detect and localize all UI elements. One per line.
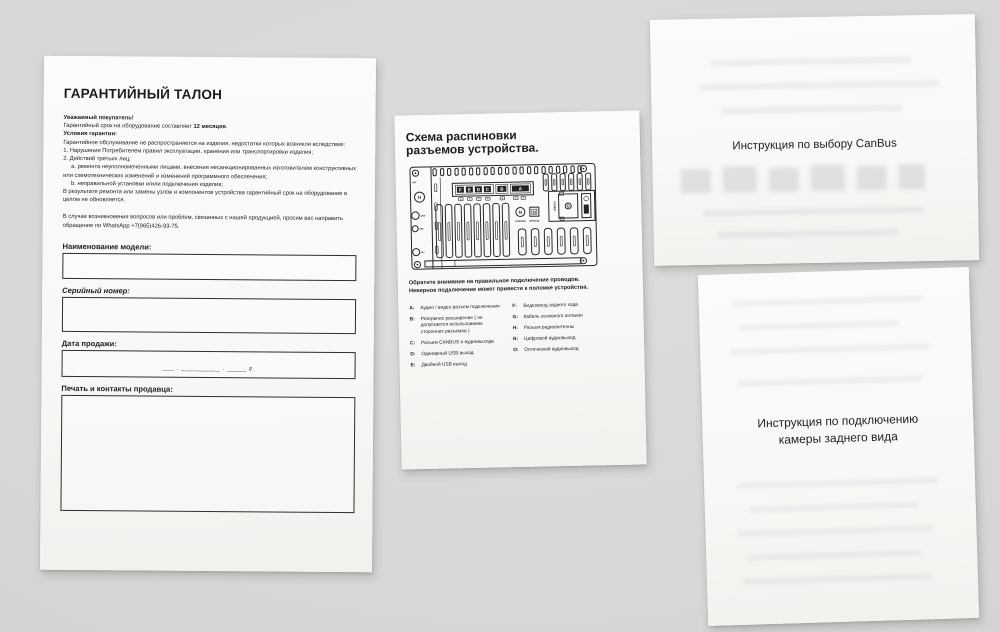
warranty-item-2b: b. неправильной установки и/или подключения изделия; — [70, 180, 224, 188]
ghost-showthrough — [711, 57, 911, 65]
serial-field-box — [62, 297, 356, 334]
ghost-showthrough — [743, 574, 931, 584]
warranty-conditions-intro: Гарантийное обслуживание не распространяется на изделия, недостатки которых возникли вследствие: — [63, 139, 346, 148]
legend-column-right — [512, 302, 604, 367]
ghost-showthrough — [738, 478, 938, 488]
svg-text:O: O — [532, 209, 537, 215]
stamp-field — [60, 384, 355, 513]
canbus-title: Инструкция по выбору CanBus — [732, 137, 897, 153]
svg-text:G: G — [566, 203, 570, 209]
ghost-showthrough — [703, 207, 923, 216]
warranty-term-line: Гарантийный срок на оборудование составляет 12 месяцев. — [63, 123, 228, 131]
svg-text:GPS: GPS — [419, 228, 424, 231]
legend-column-left — [409, 304, 501, 369]
connector-strip — [452, 182, 533, 201]
ghost-showthrough — [733, 296, 923, 306]
model-field-label: Наименование модели: — [62, 241, 152, 252]
legend-row-n: N: Цифровой аудиовыход — [512, 335, 576, 343]
ghost-showthrough — [856, 166, 886, 191]
bottom-slot-row — [518, 227, 591, 255]
pinout-legend — [409, 302, 632, 370]
serial-field-label: Серийный номер: — [62, 285, 130, 296]
gsm-connector — [412, 212, 420, 220]
legend-row-o: O: Оптический аудиовыход — [513, 346, 579, 354]
antenna-label: ANT — [412, 182, 417, 185]
svg-text:F: F — [458, 187, 462, 193]
warranty-item-1: 1. Нарушения Потребителем правил эксплуатации, хранения или транспортировки изделия; — [63, 147, 314, 156]
warranty-conditions-heading: Условия гарантии: — [63, 131, 117, 138]
ghost-showthrough — [739, 321, 899, 330]
ghost-showthrough — [810, 164, 844, 191]
svg-text:4G+: 4G+ — [420, 251, 425, 254]
power-block — [548, 190, 595, 221]
warranty-greeting: Уважаемый покупатель! — [63, 114, 134, 122]
pinout-sheet — [394, 110, 646, 469]
camera-instruction-sheet — [698, 267, 979, 626]
top-right-slots — [543, 173, 591, 191]
pinout-title: Схема распиновки разъемов устройства. — [405, 128, 539, 158]
svg-text:D: D — [476, 186, 481, 193]
gps-connector — [412, 226, 418, 232]
power-label: POWER — [552, 201, 556, 211]
bottom-rail — [425, 258, 581, 267]
svg-text:C: C — [485, 186, 490, 192]
svg-text:E: E — [467, 187, 471, 193]
pinout-diagram — [408, 162, 598, 270]
warranty-title: ГАРАНТИЙНЫЙ ТАЛОН — [63, 85, 223, 103]
ghost-showthrough — [722, 166, 756, 193]
svg-text:A: A — [518, 186, 523, 192]
date-placeholder: ___ . __________ . _____ г. — [162, 364, 255, 373]
legend-row-f: F: Видеовход заднего хода — [512, 302, 578, 310]
top-vent-row — [433, 166, 581, 176]
warranty-contact-note: В случае возникновения вопросов или проблем, связанных с нашей продукцией, просим вас направить обращение по WhatsApp +7(965)426-93-75. — [62, 214, 344, 230]
ghost-showthrough — [737, 376, 922, 385]
ghost-showthrough — [746, 551, 921, 560]
camera-title: Инструкция по подключению камеры заднего вида — [757, 411, 919, 448]
warranty-card — [40, 56, 376, 573]
ghost-showthrough — [721, 105, 901, 113]
ghost-showthrough — [699, 81, 939, 90]
date-field — [62, 339, 356, 379]
legend-row-d: D: Одинарный USB выход. — [410, 350, 475, 358]
svg-text:B: B — [500, 186, 504, 192]
ghost-showthrough — [718, 230, 898, 238]
legend-row-b: B: Резервное расширение ( не допускается использование сторонних разъемов ) — [409, 315, 483, 335]
svg-text:GSM: GSM — [420, 215, 426, 218]
warranty-repair-note: В результате ремонта или замены узлов и компонентов устройства гарантийный срок на оборудование в целом не обновляется. — [62, 188, 348, 204]
stamp-field-box — [60, 395, 355, 513]
warranty-item-2a: a. ремонта неуполномоченными лицами, внесения несанкционированных изготовителем конструктивных или схемотехнических изменений и изменений программного обеспечения; — [63, 164, 357, 180]
legend-row-c: C: Разъем CANBUS и аудиовыхода — [410, 339, 494, 347]
pinout-warning: Обратите внимание на правильное подключение проводов. Неверное подключение может привести к поломке устройства. — [408, 276, 589, 295]
model-field — [62, 242, 356, 281]
ghost-showthrough — [768, 167, 798, 192]
date-field-label: Дата продажи: — [61, 338, 117, 349]
model-field-box — [62, 253, 356, 281]
warranty-body-text — [63, 114, 358, 232]
ghost-showthrough — [749, 503, 919, 512]
serial-field — [62, 286, 356, 334]
legend-row-g: G: Кабель основного питания — [512, 313, 583, 321]
ghost-showthrough — [737, 526, 932, 536]
legend-row-h: H: Разъем радиоантенны — [512, 324, 575, 332]
canbus-instruction-sheet — [650, 14, 979, 266]
ghost-showthrough — [730, 344, 930, 354]
svg-text:N: N — [518, 209, 522, 215]
stamp-field-label: Печать и контакты продавца: — [61, 383, 173, 394]
warranty-item-2: 2. Действий третьих лиц; — [63, 155, 131, 163]
lte-connector — [413, 248, 420, 255]
heatsink-fins — [436, 203, 510, 258]
legend-row-a: A: Аудио / видео разъем подключения — [409, 304, 500, 312]
date-field-box — [62, 350, 356, 379]
legend-row-e: E: Двойной USB выход — [410, 361, 467, 369]
ghost-showthrough — [680, 169, 710, 194]
svg-text:H: H — [417, 194, 422, 200]
coaxial-label: COAXIAL — [514, 219, 527, 223]
ghost-showthrough — [898, 164, 924, 189]
optical-label: OPTICAL — [529, 219, 541, 223]
